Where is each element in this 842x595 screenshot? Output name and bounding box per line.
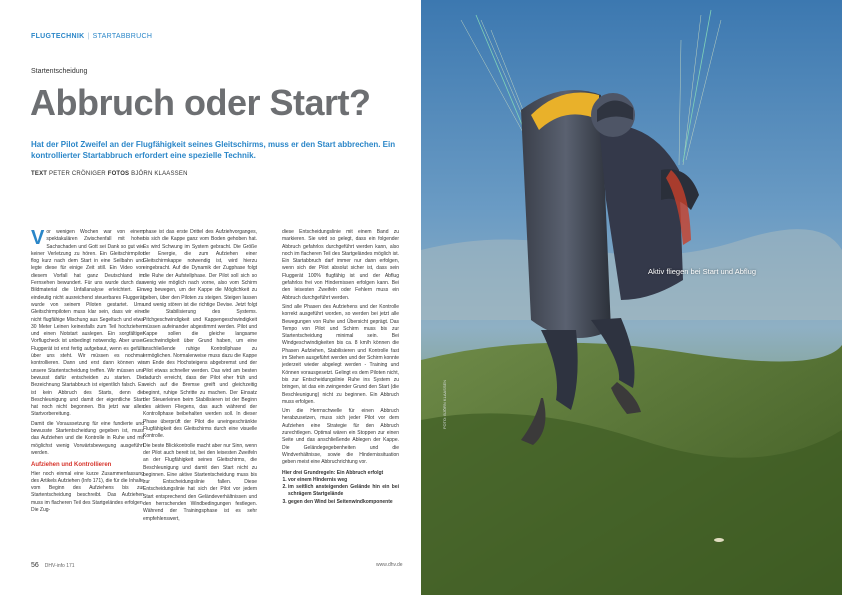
paragraph: Hier noch einmal eine kurze Zusammenfassung des Artikels Aufziehen (Info 171), die für die Inhalte vom Beginn des Aufziehens bis zur Startentscheidung beschreibt. Das Aufziehen muss im flacheren Teil des Startgeländes erfolgen. Die Zug- (31, 470, 144, 513)
paragraph (31, 229, 144, 419)
section-label: FLUGTECHNIK (31, 33, 85, 40)
page-number: 56 (31, 562, 39, 569)
section-tag (31, 33, 152, 40)
issue-label: DHV-info 171 (44, 563, 75, 569)
byline (31, 171, 188, 177)
photo-credit: FOTO: BJÖRN KLAASSEN (442, 379, 447, 429)
list-item: 2. im seitlich ansteigenden Gelände hin ein bei schrägem Startgelände (288, 484, 399, 499)
article-title: Abbruch oder Start? (30, 82, 371, 123)
column-2 (143, 229, 257, 525)
distant-glider (714, 538, 724, 542)
photo-caption: Aktiv fliegen bei Start und Abflug (648, 267, 756, 276)
paragraph: Sind alle Phasen des Aufziehens und der Kontrolle korrekt ausgeführt worden, so werden bei jetzt alle Bewegungen von Ruhe und Übersicht geprägt. Das Tempo von Pilot und Schirm muss bis zur Startentscheidung minimal sein. Bei Windgeschwindigkeiten bis ca. 8 km/h können die Phasen Aufziehen, Stabilisieren und Kontrolle fast im Stehen ausgeführt werden und der Schirm konnte jederzeit wieder abgelegt werden - Training und Können vorausgesetzt. Gelingt es dem Piloten nicht, bis zur Entscheidungslinie Ruhe ins System zu bringen, ist das ein zwingender Grund den Start (die Beschleunigung) nicht zu beginnen. Ein Abbruch muss erfolgen. (282, 303, 400, 405)
paraglider-photo (421, 0, 842, 595)
drop-cap: V (31, 227, 45, 249)
subsection-label: STARTABBRUCH (92, 33, 153, 40)
rules-list (282, 477, 399, 506)
paragraph: phase ist das erste Drittel des Aufziehvorganges, bis sich die Kappe ganz vom Boden gehoben hat. Es wird Schwung im System gebracht. Die Größe der Energie, die zum Aufziehen einer Gleitschirmkappe notwendig ist, wird hierzu eingebracht. Auf die Dynamik der Zugphase folgt die Ruhe der Aufstellphase. Der Pilot soll sich so wenig wie möglich nach vorne, also vom Schirm weg bewegen, um der Kappe die Möglichkeit zu geben, über den Piloten zu steigen. Steigen lassen und wenig stören ist die richtige Devise. Jetzt folgt die Stabilisierung des Systems. Pitchgeschwindigkeit und Kappengeschwindigkeit müssen aufeinander abgestimmt werden. Pilot und Kappe sollen die gleiche langsame Geschwindigkeit über Grund haben, um eine anschließende ruhige Kontrollphase zu ermöglichen. Normalerweise muss dazu die Kappe am Ende des Hochsteigens abgebremst und der Pilot etwas schneller werden. Das wird am besten dadurch erreicht, dass der Pilot eher früh und weich auf die Bremse greift und gleichzeitig beginnt, ruhige Schritte zu machen. Der Einsatz der Steuerleinen beim Stabilisieren ist der Beginn des aktiven Fliegens, das auch während der Kontrollphase beibehalten werden soll. In dieser Phase überprüft der Pilot die uneingeschränkte Flugfähigkeit des Gleitschirms durch eine visuelle Kontrolle. (143, 229, 257, 440)
byline-photo-label: FOTOS (107, 171, 130, 177)
paragraph: Um die Herrnschwelle für einen Abbruch herabzusetzen, muss sich jeder Pilot vor dem Aufziehen eine Strategie für den Abbruch zurechtlegen. Optimal wären ein Stoppen zur einen Seite und das anschließende Ablegen der Kappe. Die Geländegegebenheiten und die Windverhältnisse, sowie die Hindernissituation geben meist eine Abbruchrichtung vor. (282, 408, 399, 466)
paragraph: Damit die Voraussetzung für eine fundierte und bewusste Startentscheidung gegeben ist, muss das Aufziehen und die Kontrolle in Ruhe und mit möglichst wenig Vorwärtsbewegung ausgeführt werden. (31, 420, 144, 456)
page-footer (31, 562, 75, 569)
paragraph: diese Entscheidungslinie mit einem Band zu markieren. Sie wird so gelegt, dass ein folgender Abbruch gefahrlos durchgeführt werden kann, also noch im flacheren Teil des Startgeländes möglich ist. Ein Startabbruch darf immer nur dann erfolgen, wenn sich der Pilot absolut sicher ist, dass sein Fluggerät 100% flugfähig ist und der Abflug gefahrlos frei von Hindernissen erfolgen kann. Bei den leisesten Zweifeln oder Fehlern muss ein Abbruch durchgeführt werden. (282, 229, 399, 301)
article-lead: Hat der Pilot Zweifel an der Flugfähigkeit seines Gleitschirms, muss er den Start abbrechen. Ein kontrollierter Startabbruch erfordert eine spezielle Technik. (31, 140, 396, 160)
paragraph-text: or wenigen Wochen war von einem spektakulären Zwischenfall mit hoher Sachschaden und Gott sei Dank so gut wie keiner Verletzung zu hören. Ein Gleitschirmpilot flog kurz nach dem Start in eine Seilbahn und legte diese für einige Zeit still. Ein Video von diesem Vorfall hat ganz Deutschland im Fernsehen bewundert. Für uns wurde durch das Bildmaterial die Unfallanalyse erleichtert. Ein eindeutig nicht ausreichend steuerbares Fluggerät wurde von seinem Piloten gestartet. Ums Gleitschirmpiloten muss klar sein, dass wir eine nicht flugfähige Mischung aus Segeltuch und etwa 30 Meter Leinen keinesfalls zum Teil hochziehen und einen Notstart auslegen. Ein sorgfältiger Vorflugcheck ist unbedingt notwendig. Aber unser Fluggerät ist erst fertig aufgebaut, wenn es gefüllt über uns steht. Wir müssen es nochmal kontrollieren. Dann und erst dann können wir unsere Startentscheidung treffen. Wir müssen uns bewusst dafür entscheiden zu starten. Die Bezeichnung Startabbruch ist eigentlich falsch. Es ist kein Abbruch des Starts, denn die Beschleunigung und damit der eigentliche Start hat noch nicht begonnen. Bis jetzt war alles Startvorbereitung. (31, 229, 144, 418)
article-kicker: Startentscheidung (31, 68, 88, 75)
paragraph: Die beste Blickkontrolle macht aber nur Sinn, wenn der Pilot auch bereit ist, bei den leisesten Zweifeln an der Flugfähigkeit seines Gleitschirms, die Beschleunigung und damit den Start nicht zu beginnen. Eine aktive Startentscheidung muss bis zur Entscheidungslinie fallen. Diese Entscheidungslinie hat sich der Pilot vor jedem Start entsprechend den Geländeverhältnissen und den herrschenden Windbedingungen festlegen. Während der Trainingsphase ist es sehr empfehlenswert, (143, 442, 257, 522)
section-separator: | (87, 33, 90, 40)
byline-text-label: TEXT (31, 171, 48, 177)
list-item: 3. gegen den Wind bei Seitenwindkomponente (288, 499, 399, 506)
list-title: Hier drei Grundregeln: Ein Abbruch erfolgt (282, 469, 384, 476)
byline-text-author: PETER CRÖNIGER (49, 171, 106, 177)
footer-url: www.dhv.de (376, 562, 403, 568)
byline-photo-author: BJÖRN KLAASSEN (131, 171, 188, 177)
column-3 (282, 229, 399, 506)
column-1 (31, 229, 144, 516)
list-item: 1. vor einem Hindernis weg (288, 477, 399, 484)
subheading: Aufziehen und Kontrollieren (31, 462, 112, 469)
photo-illustration (421, 0, 842, 595)
